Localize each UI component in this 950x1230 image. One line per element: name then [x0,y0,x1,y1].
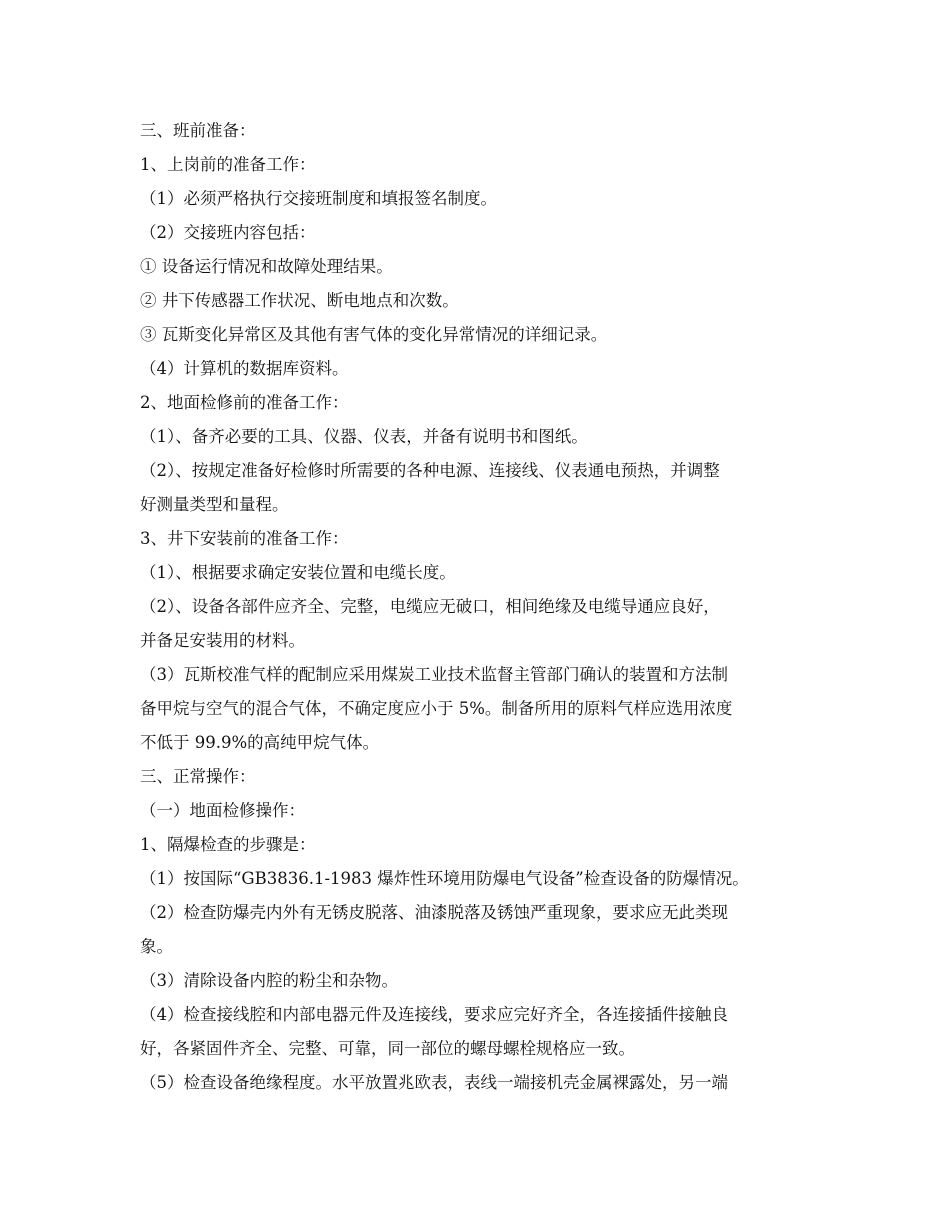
text-line: 不低于 99.9%的高纯甲烷气体。 [140,733,380,752]
text-line: 并备足安装用的材料。 [140,631,305,650]
subheading-ground-maintenance-preparation: 2、地面检修前的准备工作： [140,393,349,412]
text-line: （1）、根据要求确定安装位置和电缆长度。 [140,563,456,582]
text-line: （1）必须严格执行交接班制度和填报签名制度。 [140,189,497,208]
text-line: （1）按国际“GB3836.1-1983 爆炸性环境用防爆电气设备”检查设备的防爆情况。 [140,869,749,888]
list-item: ① 设备运行情况和故障处理结果。 [140,257,393,276]
text-line: 备甲烷与空气的混合气体，不确定度应小于 5%。制备所用的原料气样应选用浓度 [140,699,733,718]
text-line: （3）清除设备内腔的粉尘和杂物。 [140,971,398,990]
document-body [140,114,820,1100]
text-line: （4）检查接线腔和内部电器元件及连接线，要求应完好齐全，各连接插件接触良 [140,1005,728,1024]
text-line: （5）检查设备绝缘程度。水平放置兆欧表，表线一端接机壳金属裸露处，另一端 [140,1073,728,1092]
text-line: （2）检查防爆壳内外有无锈皮脱落、油漆脱落及锈蚀严重现象，要求应无此类现 [140,903,728,922]
section-heading-preparation: 三、班前准备： [140,121,256,140]
text-line: （4）计算机的数据库资料。 [140,359,349,378]
subheading-underground-installation-preparation: 3、井下安装前的准备工作： [140,529,349,548]
subheading-ground-maintenance-operation: （一）地面检修操作： [140,801,305,820]
text-line: 好测量类型和量程。 [140,495,289,514]
text-line: 好，各紧固件齐全、完整、可靠，同一部位的螺母螺栓规格应一致。 [140,1039,635,1058]
text-line: （1）、备齐必要的工具、仪器、仪表，并备有说明书和图纸。 [140,427,588,446]
list-item: ② 井下传感器工作状况、断电地点和次数。 [140,291,459,310]
text-line: （2）交接班内容包括： [140,223,316,242]
section-heading-normal-operation: 三、正常操作： [140,767,256,786]
subheading-explosion-proof-check: 1、隔爆检查的步骤是： [140,835,316,854]
text-line: 象。 [140,937,173,956]
list-item: ③ 瓦斯变化异常区及其他有害气体的变化异常情况的详细记录。 [140,325,608,344]
text-line: （2）、设备各部件应齐全、完整，电缆应无破口，相间绝缘及电缆导通应良好， [140,597,720,616]
text-line: （3）瓦斯校准气样的配制应采用煤炭工业技术监督主管部门确认的装置和方法制 [140,665,728,684]
text-line: （2）、按规定准备好检修时所需要的各种电源、连接线、仪表通电预热，并调整 [140,461,720,480]
subheading-pre-shift-preparation: 1、上岗前的准备工作： [140,155,316,174]
